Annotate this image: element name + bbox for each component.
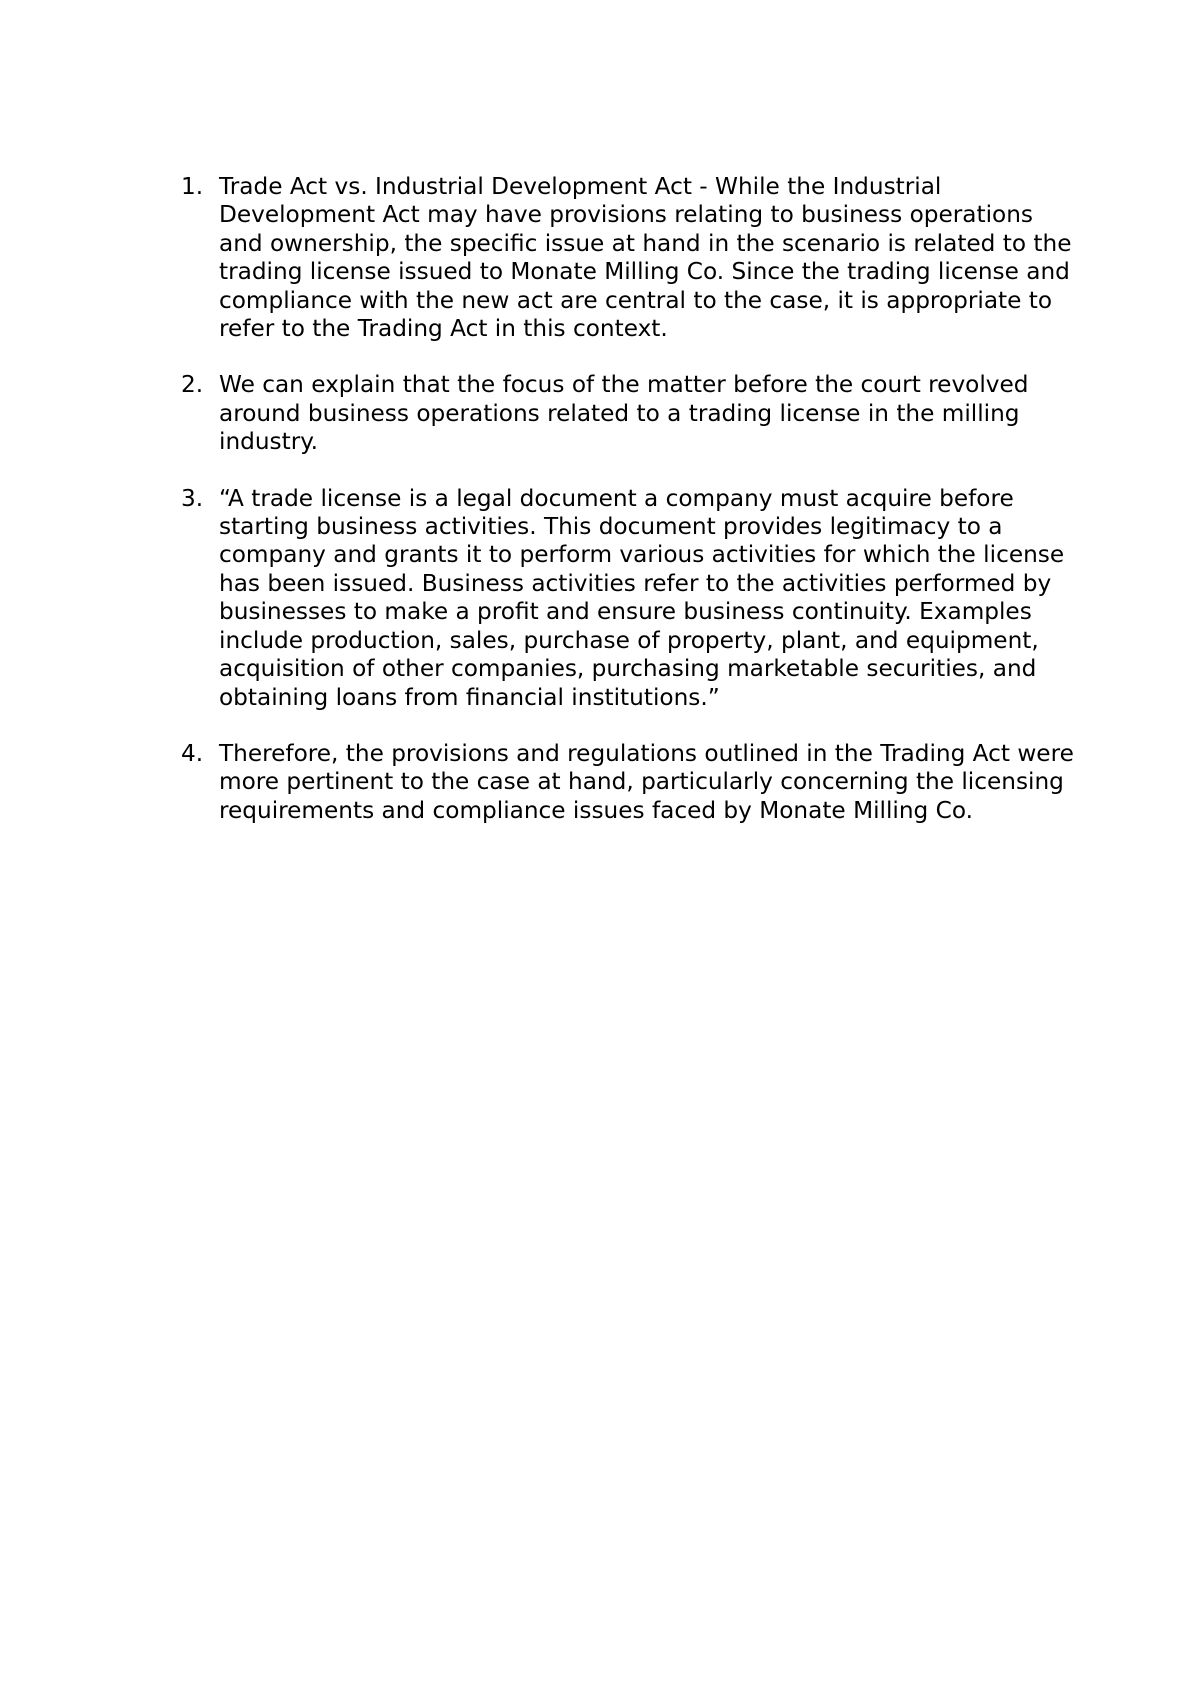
list-item-text: “A trade license is a legal document a company must acquire before starting business activities. This document provides legitimacy to a company and grants it to perform various activities for which the license has been issued. Business activities refer to the activities performed by businesses to make a profit and ensure business continuity. Examples include production, sales, purchase of property, plant, and equipment, acquisition of other companies, purchasing marketable securities, and obtaining loans from financial institutions.”	[219, 484, 1065, 711]
list-item-text: Trade Act vs. Industrial Development Act - While the Industrial Development Act may have provisions relating to business operations and ownership, the specific issue at hand in the scenario is related to the trading license issued to Monate Milling Co. Since the trading license and compliance with the new act are central to the case, it is appropriate to refer to the Trading Act in this context.	[219, 173, 1072, 343]
list-item	[181, 371, 1081, 456]
list-item-text: We can explain that the focus of the matter before the court revolved around business operations related to a trading license in the milling industry.	[219, 371, 1029, 456]
document-content	[181, 173, 1081, 853]
list-item	[181, 740, 1081, 825]
list-item-number: 3.	[181, 484, 204, 512]
list-item-text: Therefore, the provisions and regulations outlined in the Trading Act were more pertinent to the case at hand, particularly concerning the licensing requirements and compliance issues faced by Monate Milling Co.	[219, 739, 1074, 824]
list-item-number: 4.	[181, 739, 204, 767]
list-item	[181, 485, 1081, 712]
list-item-number: 1.	[181, 173, 204, 200]
list-item-number: 2.	[181, 371, 204, 399]
list-item	[181, 173, 1081, 343]
numbered-list	[181, 173, 1081, 825]
